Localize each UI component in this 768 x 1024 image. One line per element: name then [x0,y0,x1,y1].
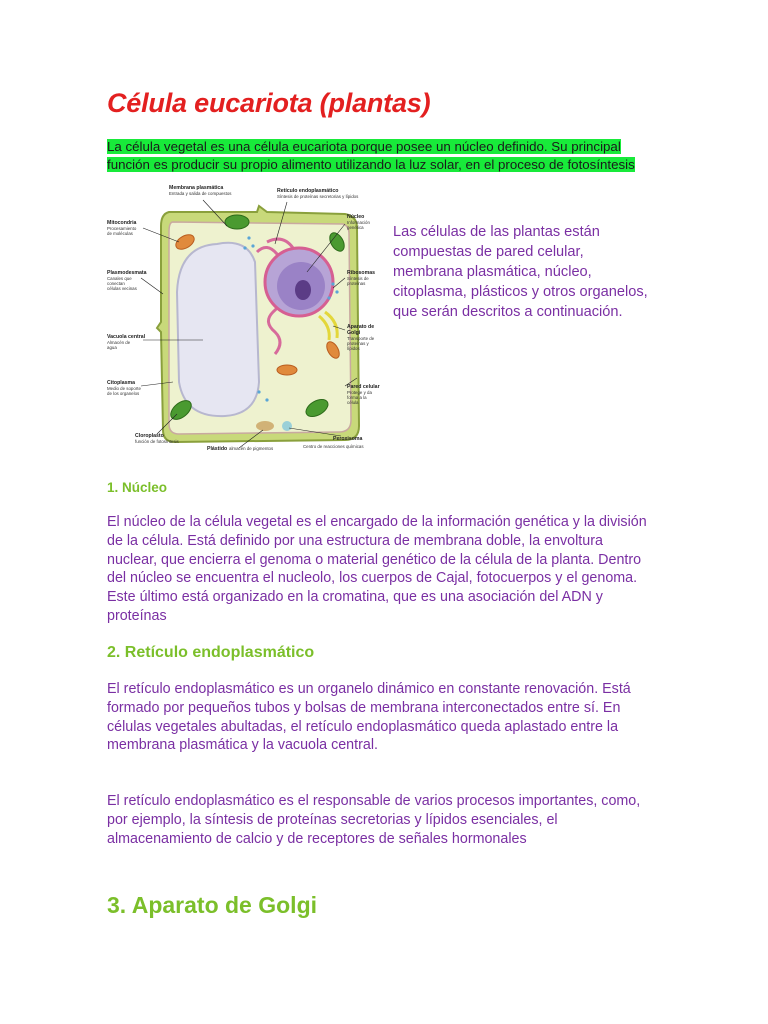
label-plasmodesmata: Plasmodesmata [107,270,147,276]
label-nucleo: Núcleo [347,214,365,220]
label-plasmodesmata-desc3: células vecinas [107,286,137,291]
label-nucleo-desc2: genética [347,225,364,230]
label-vacuola: Vacuola central [107,334,146,340]
label-golgi-2: Golgi [347,330,361,336]
label-pared-desc1: Protege y da [347,390,372,395]
label-membrana-desc: Entrada y salida de compuestos [169,191,232,196]
label-peroxisoma: Peroxisoma [333,436,363,442]
label-peroxisoma-desc: Centro de reacciones químicas [303,444,364,449]
label-vacuola-desc2: agua [107,345,117,350]
label-citoplasma: Citoplasma [107,380,135,386]
label-ribosomas: Ribosomas [347,270,375,276]
paragraph-reticulo-2: El retículo endoplasmático es el responsable de varios procesos importantes, como, por ejemplo, la síntesis de proteínas secretorias y lípidos esenciales, el almacenamiento de calcio y de receptores de señales hormonales [107,793,641,847]
heading-reticulo: 2. Retículo endoplasmático [107,644,315,661]
label-cloroplasto: Cloroplasto [135,433,164,439]
label-vacuola-desc1: Almacén de [107,340,131,345]
label-mitocondria-desc2: de moléculas [107,231,133,236]
paragraph-nucleo: El núcleo de la célula vegetal es el encargado de la información genética y la división de la célula. Está definido por una estructura de membrana doble, la envoltura nuclear, que encierra el genoma o material genético de la célula de la planta. Dentro del núcleo se encuentra el nucleolo, los cuerpos de Cajal, fotocuerpos y el genoma. Este último está organizado en la cromatina, que es una asociación del ADN y proteínas [107,514,647,624]
heading-golgi: 3. Aparato de Golgi [107,892,318,918]
heading-nucleo: 1. Núcleo [107,480,168,495]
paragraph-reticulo-1: El retículo endoplasmático es un organelo dinámico en constante renovación. Está formado por pequeños tubos y bolsas de membrana interconectados entre sí. En células vegetales abultadas, el retículo endoplasmático queda aplastado entre la membrana plasmática y la vacuola central. [107,681,631,754]
label-ribosomas-desc1: Síntesis de [347,276,369,281]
intro-text: La célula vegetal es una célula eucariota porque posee un núcleo definido. Su principal función es producir su propio alimento utilizando la luz solar, en el proceso de fotosíntesis [107,139,635,172]
label-citoplasma-desc1: Medio de soporte [107,386,141,391]
label-citoplasma-desc2: de los organelos [107,391,140,396]
label-reticulo-desc: Síntesis de proteínas secretorias y lípidos [277,194,359,199]
plant-cell-diagram [107,182,380,458]
label-ribosomas-desc2: proteínas [347,281,366,286]
label-golgi-desc3: lípidos [347,346,360,351]
label-plastido: Plástido [207,446,228,452]
label-golgi-desc1: Transporte de [347,336,375,341]
label-pared-desc3: célula [347,400,359,405]
label-plasmodesmata-desc2: conectan [107,281,125,286]
label-nucleo-desc1: Información [347,220,370,225]
label-pared: Pared celular [347,384,380,390]
label-golgi-desc2: proteínas y [347,341,369,346]
label-plasmodesmata-desc1: Canales que [107,276,132,281]
label-reticulo: Retículo endoplasmático [277,188,339,194]
page-title: Célula eucariota (plantas) [107,88,431,118]
label-membrana: Membrana plasmática [169,185,224,191]
label-golgi: Aparato de [347,324,375,330]
label-cloroplasto-desc: función de fotosíntesis [135,439,179,444]
label-pared-desc2: forma a la [347,395,367,400]
label-mitocondria: Mitocondria [107,220,137,226]
side-description: Las células de las plantas están compuestas de pared celular, membrana plasmática, núcleo, citoplasma, plásticos y otros organelos, que serán descritos a continuación. [393,224,648,320]
intro-highlight [107,138,659,174]
label-plastido-desc: almacén de pigmentos [229,446,274,451]
label-mitocondria-desc1: Procesamiento [107,226,137,231]
